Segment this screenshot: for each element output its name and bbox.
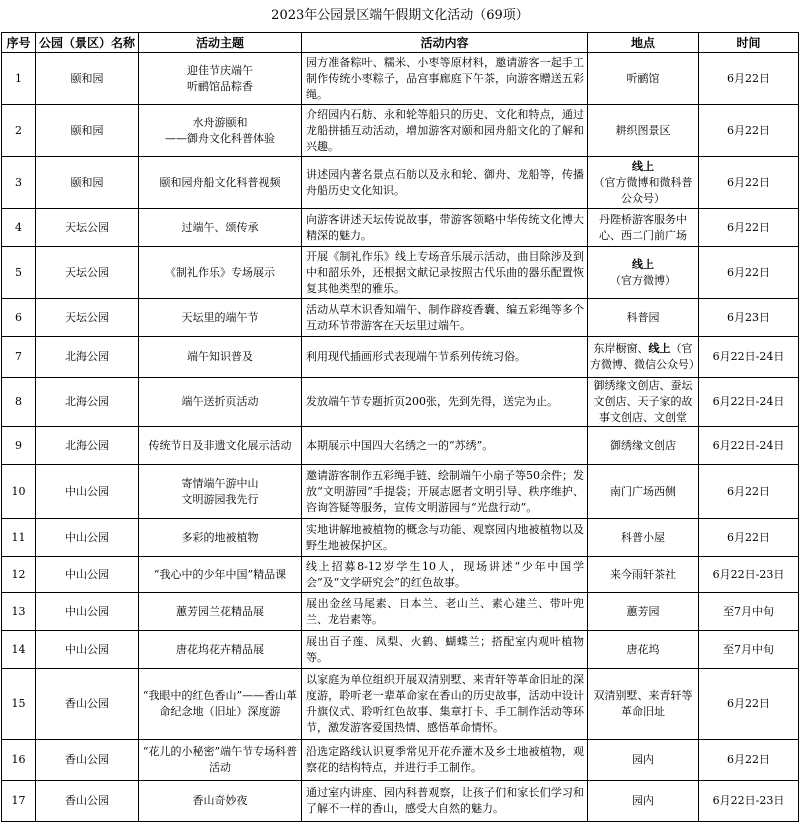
place-text: 南门广场西侧 xyxy=(610,484,676,498)
cell-content: 本期展示中国四大名绣之一的“苏绣”。 xyxy=(302,427,588,465)
theme-text: “我眼中的红色香山”——香山革命纪念地（旧址）深度游 xyxy=(142,689,298,718)
cell-date: 6月23日 xyxy=(699,299,799,337)
cell-date: 至7月中旬 xyxy=(699,631,799,669)
theme-text: 端午送折页活动 xyxy=(181,395,259,408)
cell-no: 9 xyxy=(2,427,36,465)
cell-no: 15 xyxy=(2,669,36,740)
cell-no: 17 xyxy=(2,781,36,822)
cell-no: 1 xyxy=(2,53,36,105)
place-text: 丹陛桥游客服务中心、西二门前广场 xyxy=(599,212,687,242)
theme-text: 香山奇妙夜 xyxy=(192,794,248,807)
cell-no: 16 xyxy=(2,740,36,781)
place-text: 科普小屋 xyxy=(621,530,665,544)
cell-date: 6月22日-23日 xyxy=(699,557,799,593)
place-note: （官方微博） xyxy=(610,273,676,287)
cell-place xyxy=(588,337,699,378)
cell-content: 开展《制礼作乐》线上专场音乐展示活动，曲目除涉及到中和韶乐外，还根据文献记录按照古代乐曲的器乐配置恢复其他类型的雅乐。 xyxy=(302,247,588,299)
cell-place xyxy=(588,557,699,593)
cell-date: 6月22日 xyxy=(699,669,799,740)
cell-place xyxy=(588,53,699,105)
cell-date: 6月22日-24日 xyxy=(699,337,799,378)
theme-text: 蕙芳园兰花精品展 xyxy=(176,604,264,618)
cell-date: 6月22日 xyxy=(699,247,799,299)
theme-text: 传统节日及非遗文化展示活动 xyxy=(148,438,292,452)
cell-place xyxy=(588,669,699,740)
table-row xyxy=(2,427,799,465)
cell-content: 园方准备粽叶、糯米、小枣等原材料，邀请游客一起手工制作传统小枣粽子，品宫事廊庭下午茶，向游客赠送五彩绳。 xyxy=(302,53,588,105)
place-online-label: 线上 xyxy=(648,342,671,355)
table-row xyxy=(2,299,799,337)
table-row xyxy=(2,557,799,593)
place-text: 耕织图景区 xyxy=(615,123,671,137)
cell-no: 13 xyxy=(2,593,36,631)
table-row xyxy=(2,337,799,378)
table-row xyxy=(2,465,799,519)
cell-theme xyxy=(139,157,302,209)
place-online-label: 线上 xyxy=(632,159,654,173)
cell-park: 北海公园 xyxy=(36,337,139,378)
table-row xyxy=(2,593,799,631)
header-date: 时间 xyxy=(699,33,799,53)
cell-place xyxy=(588,378,699,427)
header-park: 公园（景区）名称 xyxy=(36,33,139,53)
cell-park: 香山公园 xyxy=(36,781,139,822)
cell-no: 14 xyxy=(2,631,36,669)
cell-park: 中山公园 xyxy=(36,593,139,631)
cell-place xyxy=(588,781,699,822)
cell-place xyxy=(588,427,699,465)
activities-table xyxy=(1,32,799,822)
cell-theme xyxy=(139,631,302,669)
cell-theme xyxy=(139,593,302,631)
cell-date: 6月22日 xyxy=(699,105,799,157)
cell-no: 10 xyxy=(2,465,36,519)
cell-content: 线上招募8-12岁学生10人，现场讲述“少年中国学会”及“文学研究会”的红色故事。 xyxy=(302,557,588,593)
cell-no: 4 xyxy=(2,209,36,247)
cell-theme xyxy=(139,427,302,465)
cell-theme xyxy=(139,299,302,337)
cell-place xyxy=(588,519,699,557)
cell-no: 5 xyxy=(2,247,36,299)
place-text: 御绣缘文创店 xyxy=(610,438,676,452)
cell-content: 发放端午节专题折页200张，先到先得，送完为止。 xyxy=(302,378,588,427)
cell-no: 12 xyxy=(2,557,36,593)
place-text: 御绣缘文创店、蚕坛文创店、天子家的故事文创店、文创堂 xyxy=(593,379,693,424)
cell-park: 天坛公园 xyxy=(36,247,139,299)
cell-no: 7 xyxy=(2,337,36,378)
header-no: 序号 xyxy=(2,33,36,53)
cell-park: 颐和园 xyxy=(36,105,139,157)
cell-theme xyxy=(139,781,302,822)
cell-content: 活动从草木识香知端午、制作辟疫香囊、编五彩绳等多个互动环节带游客在天坛里过端午。 xyxy=(302,299,588,337)
cell-theme xyxy=(139,209,302,247)
place-text: 园内 xyxy=(632,753,654,766)
table-row xyxy=(2,669,799,740)
place-text: 蕙芳园 xyxy=(626,604,660,618)
place-text: 园内 xyxy=(632,794,654,807)
theme-text: 天坛里的端午节 xyxy=(181,310,259,324)
table-body xyxy=(2,53,799,822)
cell-content: 通过室内讲座、园内科普观察，让孩子们和家长们学习和了解不一样的香山，感受大自然的魅力。 xyxy=(302,781,588,822)
theme-text: 迎佳节庆端午 听鹂馆品粽香 xyxy=(187,63,253,93)
cell-place xyxy=(588,740,699,781)
theme-text: 寄情端午游中山 文明游园我先行 xyxy=(181,476,259,506)
place-online-label: 线上 xyxy=(632,257,654,271)
place-note: （官方微博和微科普公众号） xyxy=(593,175,693,205)
cell-content: 实地讲解地被植物的概念与功能、观察园内地被植物以及野生地被保护区。 xyxy=(302,519,588,557)
cell-theme xyxy=(139,337,302,378)
theme-text: 多彩的地被植物 xyxy=(181,530,259,544)
table-row xyxy=(2,519,799,557)
cell-place xyxy=(588,593,699,631)
cell-theme xyxy=(139,669,302,740)
cell-content: 向游客讲述天坛传说故事，带游客领略中华传统文化博大精深的魅力。 xyxy=(302,209,588,247)
cell-park: 颐和园 xyxy=(36,157,139,209)
theme-text: 颐和园舟船文化科普视频 xyxy=(159,175,281,189)
cell-theme xyxy=(139,378,302,427)
cell-content: 展出金丝马尾素、日本兰、老山兰、素心建兰、带叶兜兰、龙岩素等。 xyxy=(302,593,588,631)
cell-no: 6 xyxy=(2,299,36,337)
cell-theme xyxy=(139,53,302,105)
place-text: 双清别墅、来青轩等革命旧址 xyxy=(593,689,693,718)
cell-date: 6月22日 xyxy=(699,519,799,557)
cell-park: 中山公园 xyxy=(36,519,139,557)
cell-no: 11 xyxy=(2,519,36,557)
cell-place xyxy=(588,299,699,337)
place-text: 来今雨轩茶社 xyxy=(610,567,676,581)
cell-date: 6月22日 xyxy=(699,157,799,209)
table-header-row xyxy=(2,33,799,53)
header-content: 活动内容 xyxy=(302,33,588,53)
theme-text: 过端午、颂传承 xyxy=(181,220,259,234)
cell-place xyxy=(588,465,699,519)
cell-place xyxy=(588,209,699,247)
cell-date: 6月22日-23日 xyxy=(699,781,799,822)
cell-park: 天坛公园 xyxy=(36,299,139,337)
cell-date: 6月22日-24日 xyxy=(699,427,799,465)
table-row xyxy=(2,53,799,105)
cell-no: 3 xyxy=(2,157,36,209)
cell-content: 展出百子莲、凤梨、火鹤、蝴蝶兰；搭配室内观叶植物等。 xyxy=(302,631,588,669)
cell-park: 北海公园 xyxy=(36,378,139,427)
cell-theme xyxy=(139,105,302,157)
theme-text: 《制礼作乐》专场展示 xyxy=(165,265,275,279)
cell-content: 讲述园内著名景点石舫以及永和轮、御舟、龙船等，传播舟船历史文化知识。 xyxy=(302,157,588,209)
cell-date: 6月22日 xyxy=(699,209,799,247)
cell-park: 中山公园 xyxy=(36,465,139,519)
theme-text: 唐花坞花卉精品展 xyxy=(176,642,264,656)
place-note: （官方微博、微信公众号） xyxy=(590,342,700,371)
cell-date: 至7月中旬 xyxy=(699,593,799,631)
cell-theme xyxy=(139,740,302,781)
theme-text: 水舟游颐和 ——御舟文化科普体验 xyxy=(165,115,275,145)
cell-park: 香山公园 xyxy=(36,740,139,781)
cell-place xyxy=(588,105,699,157)
cell-park: 颐和园 xyxy=(36,53,139,105)
header-theme: 活动主题 xyxy=(139,33,302,53)
cell-theme xyxy=(139,465,302,519)
page-title: 2023年公园景区端午假期文化活动（69项） xyxy=(271,8,529,23)
theme-text: “我心中的少年中国”精品课 xyxy=(153,567,287,581)
header-place: 地点 xyxy=(588,33,699,53)
table-row xyxy=(2,247,799,299)
cell-date: 6月22日 xyxy=(699,465,799,519)
cell-content: 以家庭为单位组织开展双清别墅、来青轩等革命旧址的深度游，聆听老一辈革命家在香山的历史故事，活动中设计升旗仪式、聆听红色故事、集章打卡、手工制作活动等环节，激发游客爱国热情、感悟革命情怀。 xyxy=(302,669,588,740)
cell-park: 中山公园 xyxy=(36,631,139,669)
cell-theme xyxy=(139,519,302,557)
cell-no: 8 xyxy=(2,378,36,427)
cell-park: 天坛公园 xyxy=(36,209,139,247)
theme-text: “花儿的小秘密”端午节专场科普活动 xyxy=(142,745,298,774)
cell-content: 利用现代插画形式表现端午节系列传统习俗。 xyxy=(302,337,588,378)
place-text: 听鹂馆 xyxy=(626,71,660,85)
place-text: 唐花坞 xyxy=(626,642,660,656)
cell-theme xyxy=(139,247,302,299)
cell-content: 介绍园内石舫、永和轮等船只的历史、文化和特点，通过龙船拼插互动活动，增加游客对颐和园舟船文化的了解和兴趣。 xyxy=(302,105,588,157)
table-row xyxy=(2,105,799,157)
table-row xyxy=(2,157,799,209)
place-text: 科普园 xyxy=(626,310,660,324)
table-row xyxy=(2,378,799,427)
place-text: 东岸橱窗、 xyxy=(593,342,649,355)
cell-content: 邀请游客制作五彩绳手链、绘制端午小扇子等50余件；发放“文明游园”手提袋；开展志愿者文明引导、秩序维护、咨询答疑等服务，宣传文明游园与“光盘行动”。 xyxy=(302,465,588,519)
cell-park: 北海公园 xyxy=(36,427,139,465)
cell-date: 6月22日 xyxy=(699,53,799,105)
cell-place xyxy=(588,247,699,299)
cell-park: 香山公园 xyxy=(36,669,139,740)
cell-date: 6月22日-24日 xyxy=(699,378,799,427)
cell-park: 中山公园 xyxy=(36,557,139,593)
table-row xyxy=(2,740,799,781)
table-row xyxy=(2,781,799,822)
cell-date: 6月22日 xyxy=(699,740,799,781)
theme-text: 端午知识普及 xyxy=(187,350,253,363)
cell-place xyxy=(588,157,699,209)
cell-place xyxy=(588,631,699,669)
table-row xyxy=(2,631,799,669)
cell-no: 2 xyxy=(2,105,36,157)
cell-content: 沿选定路线认识夏季常见开花乔灌木及乡土地被植物，观察花的结构特点，并进行手工制作。 xyxy=(302,740,588,781)
table-row xyxy=(2,209,799,247)
cell-theme xyxy=(139,557,302,593)
